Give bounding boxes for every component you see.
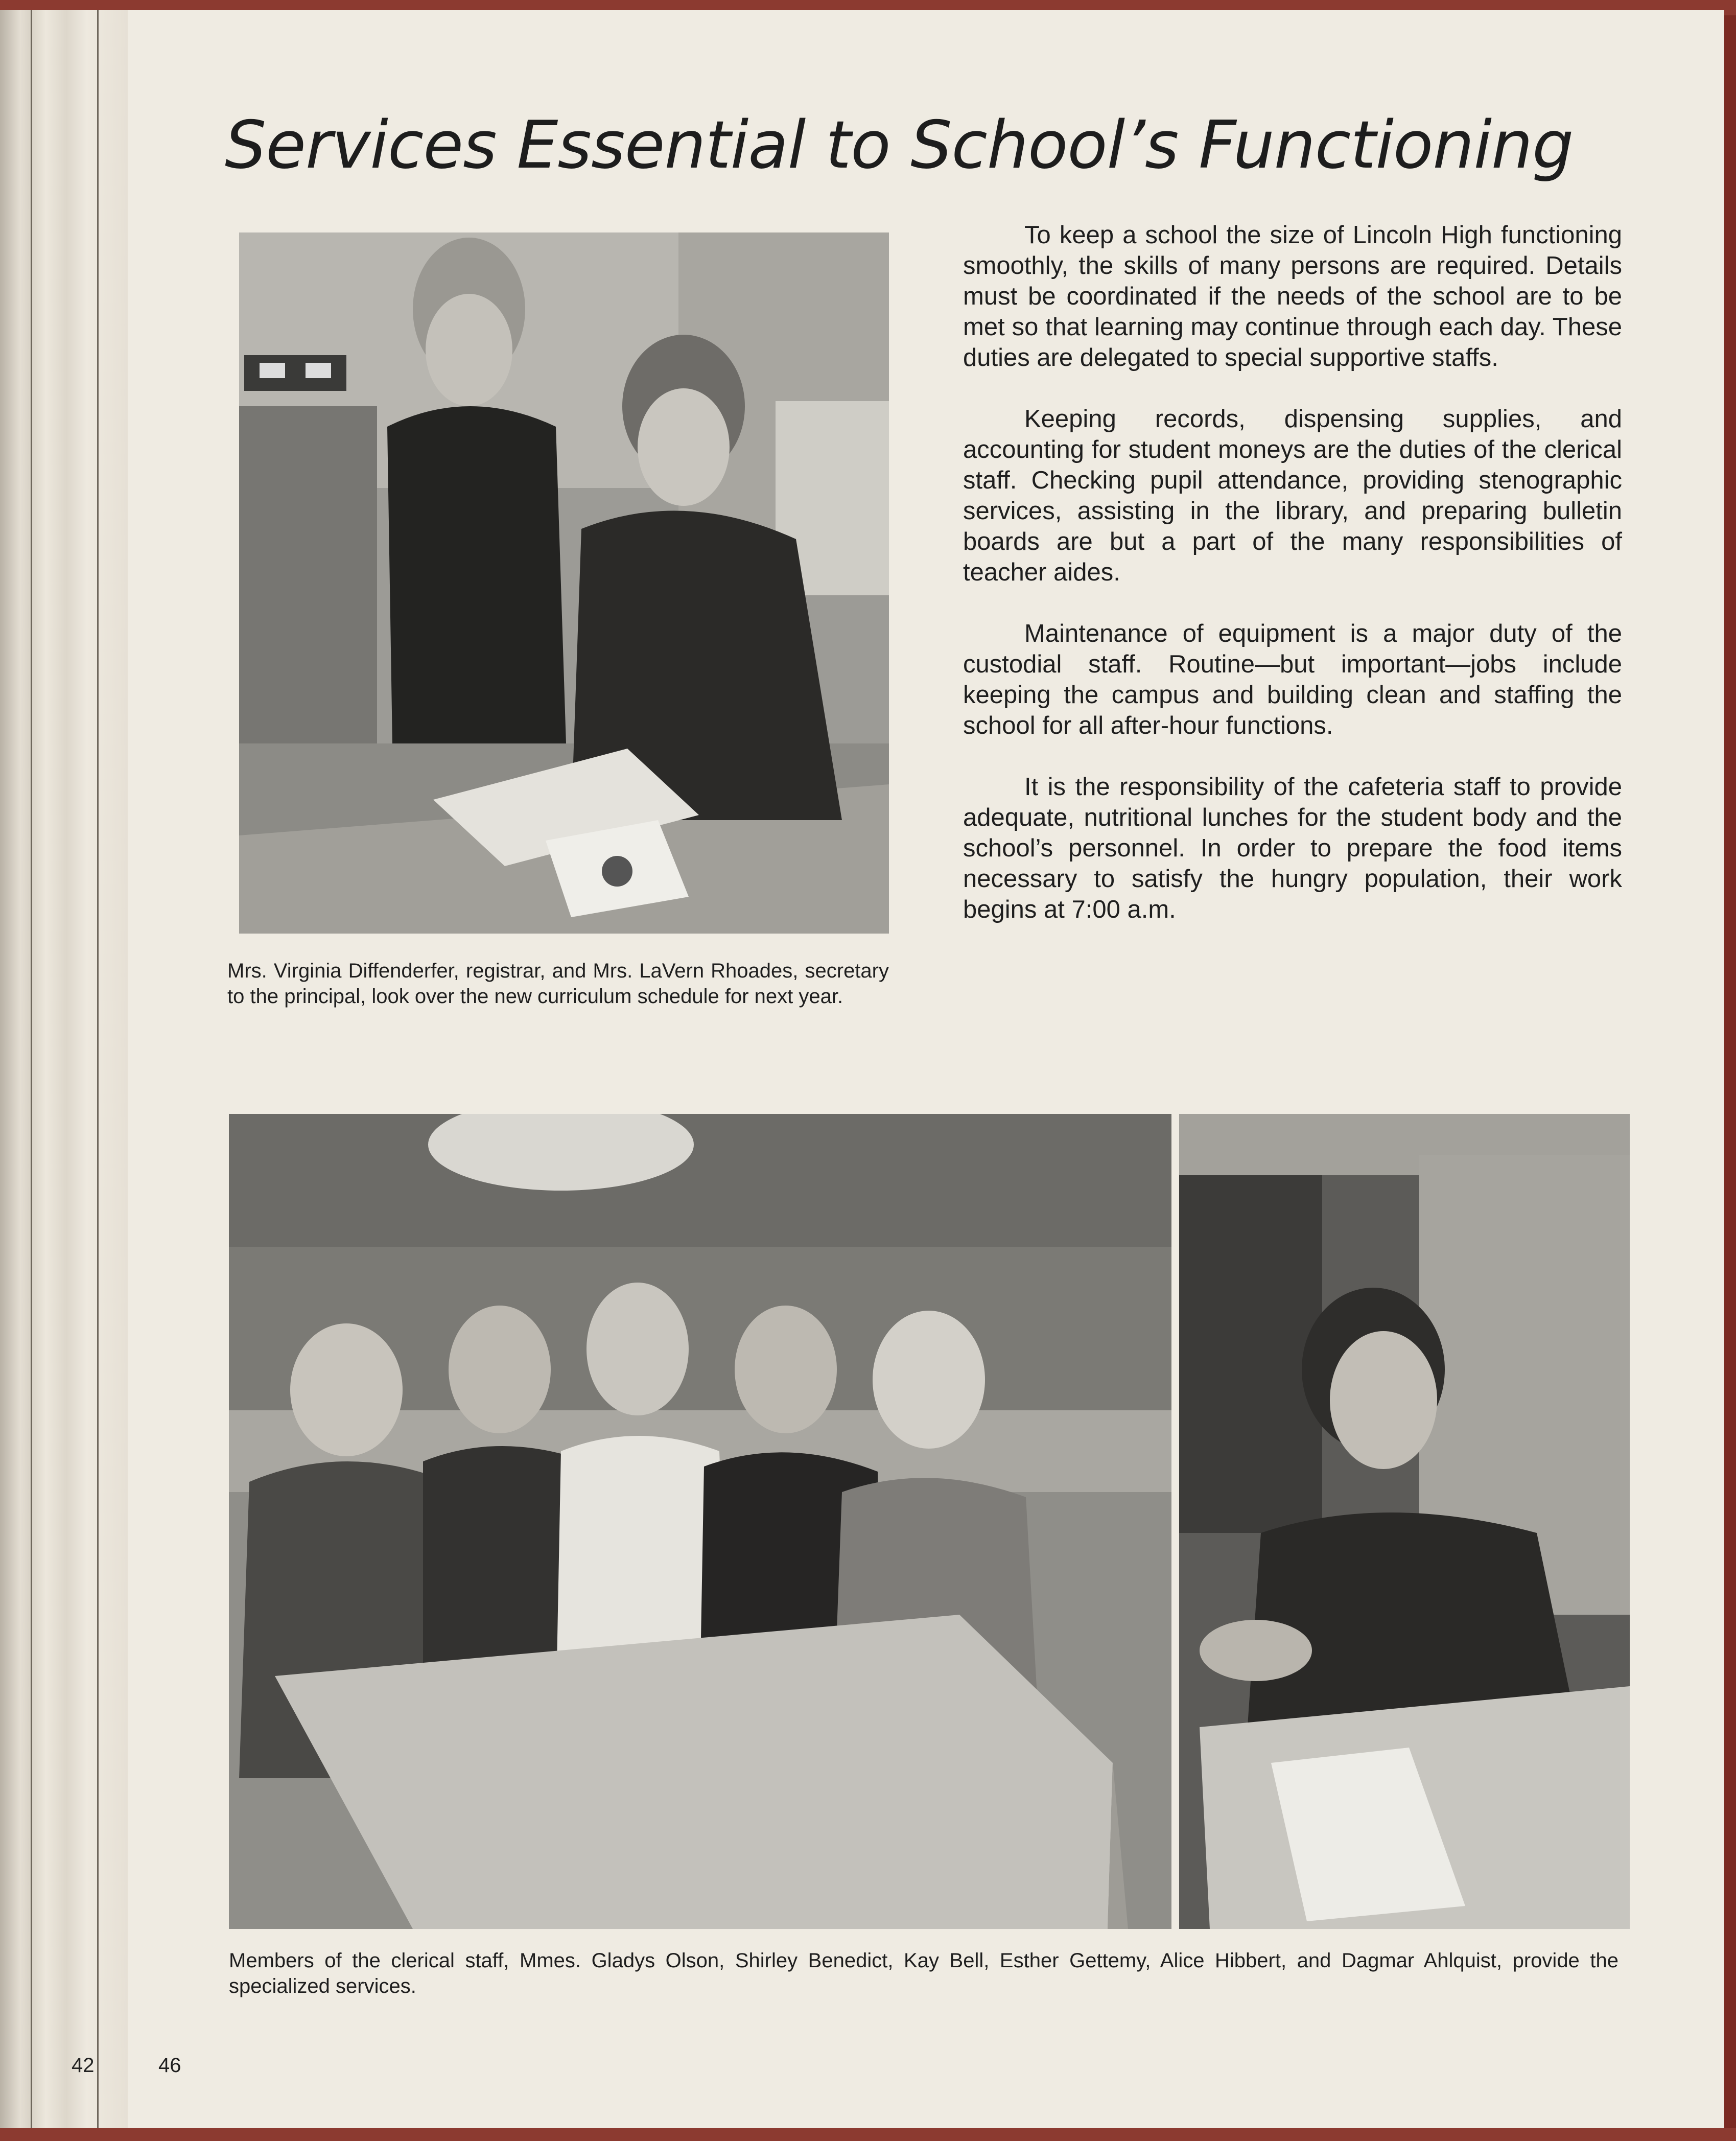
- paragraph-4: It is the responsibility of the cafeteria staff to provide adequate, nutritional lunches for the student body and the school’s personnel. In order to prepare the food items necessary to satisfy the hungry population, their work begins at 7:00 a.m.: [963, 773, 1622, 923]
- book-binding-bottom: [0, 2128, 1736, 2141]
- paragraph-2: Keeping records, dispensing supplies, and accounting for student moneys are the duties of the clerical staff. Checking pupil attendance, providing stenographic services, assisting in the library, and preparing bulletin boards are but a part of the many responsibilities of teacher aides.: [963, 405, 1622, 586]
- page-edge-line: [31, 10, 32, 2131]
- photo-clerical-staff-member: [1179, 1114, 1630, 1929]
- paragraph-1: To keep a school the size of Lincoln High functioning smoothly, the skills of many persons are required. Details must be coordinated if the needs of the school are to be met so that learning may continue through each day. These duties are delegated to special supportive staffs.: [963, 221, 1622, 371]
- photo-registrar-and-secretary: [239, 232, 889, 934]
- article-body: [963, 220, 1622, 956]
- caption-top-photo: Mrs. Virginia Diffenderfer, registrar, and Mrs. LaVern Rhoades, secretary to the principal, look over the new curriculum schedule for next year.: [227, 960, 889, 1008]
- page-edge-line: [97, 10, 99, 2131]
- previous-page-number: 42: [72, 2054, 95, 2077]
- caption-bottom-photos: Members of the clerical staff, Mmes. Gladys Olson, Shirley Benedict, Kay Bell, Esther Gettemy, Alice Hibbert, and Dagmar Ahlquist, provide the specialized services.: [229, 1949, 1618, 1997]
- page-stack-edge: [0, 10, 128, 2131]
- page-number: 46: [158, 2054, 181, 2077]
- page-title: Services Essential to School’s Functioning: [225, 107, 1574, 183]
- paragraph-3: Maintenance of equipment is a major duty of the custodial staff. Routine—but important—jobs include keeping the campus and building clean and staffing the school for all after-hour functions.: [963, 620, 1622, 739]
- photo-clerical-staff-group: [229, 1114, 1171, 1929]
